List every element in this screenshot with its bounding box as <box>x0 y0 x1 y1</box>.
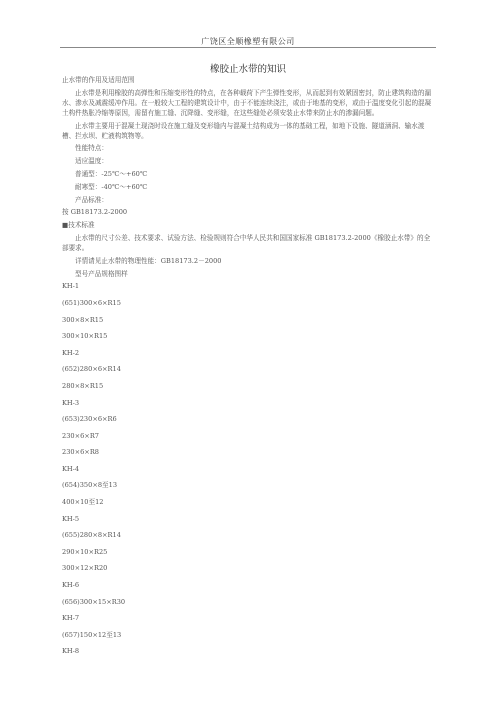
spec-list <box>62 281 436 656</box>
spec-item: 230×6×R8 <box>62 448 99 457</box>
normal-type-range: 普通型：-25℃～+60℃ <box>75 169 148 178</box>
standard-value: 按 GB18173.2-2000 <box>62 208 128 217</box>
spec-item: 300×12×R20 <box>62 564 108 573</box>
spec-item: 230×6×R7 <box>62 431 99 440</box>
spec-item: KH-5 <box>62 514 80 523</box>
usage-paragraph: 止水带主要用于混凝土现浇时设在施工缝及变形缝内与混凝土结构成为一体的基础工程，如地下设施、隧道涵洞、输水渡槽、拦水坝、贮液构筑物等。 <box>62 121 425 140</box>
spec-item: KH-6 <box>62 581 80 590</box>
spec-item: KH-4 <box>62 464 80 473</box>
spec-item: KH-3 <box>62 398 80 407</box>
spec-list-heading: 型号产品规格图样 <box>75 269 128 278</box>
document-title: 橡胶止水带的知识 <box>209 64 286 75</box>
spec-item: KH-7 <box>62 614 80 623</box>
cold-resistant-range: 耐寒型：-40℃～+60℃ <box>75 182 148 191</box>
spec-item: 300×10×R15 <box>62 332 108 341</box>
header-divider <box>60 47 436 48</box>
technical-standard-paragraph: 止水带的尺寸公差、技术要求、试验方法、检验规则符合中华人民共和国国家标准 GB18173.2-2000《橡胶止水带》的全部要求。 <box>62 233 431 252</box>
spec-item: (654)350×8至13 <box>62 481 118 490</box>
spec-item: KH-1 <box>62 282 80 291</box>
spec-item: (657)150×12至13 <box>62 630 122 639</box>
intro-paragraph: 止水带是利用橡胶的高弹性和压缩变形性的特点，在各种载荷下产生弹性变形，从而起到有效紧固密封，防止建筑构造的漏水、渗水及减震缓冲作用。在一般较大工程的建筑设计中，由于不能连续浇注，或由于地基的变形，或由于温度变化引起的混凝土构件热胀冷缩等原因，需留有施工缝、沉降缝、变形缝，在这些缝处必须安装止水带来防止水的渗漏问题。 <box>62 88 432 117</box>
spec-item: (651)300×6×R15 <box>62 298 121 307</box>
standard-label: 产品标准： <box>75 195 108 204</box>
spec-item: 400×10至12 <box>62 498 104 507</box>
spec-item: KH-8 <box>62 647 80 656</box>
spec-item: (652)280×6×R14 <box>62 365 121 374</box>
document-body <box>62 75 436 663</box>
spec-item: KH-2 <box>62 348 80 357</box>
technical-standard-heading: ■技术标准 <box>62 221 95 230</box>
section-heading: 止水带的作用及适用范围 <box>62 76 135 84</box>
spec-item: (655)280×8×R14 <box>62 531 121 540</box>
spec-item: 300×8×R15 <box>62 315 104 324</box>
spec-item: 290×10×R25 <box>62 547 108 556</box>
temperature-label: 适应温度： <box>75 157 108 166</box>
page-header-company: 广饶区全顺橡塑有限公司 <box>201 37 295 46</box>
spec-item: 280×8×R15 <box>62 381 104 390</box>
physical-properties-note: 详情请见止水带的物理性能：GB18173.2－2000 <box>75 256 222 265</box>
spec-item: (653)230×6×R6 <box>62 415 117 424</box>
spec-item: (656)300×15×R30 <box>62 597 126 606</box>
features-label: 性能特点： <box>75 144 108 153</box>
